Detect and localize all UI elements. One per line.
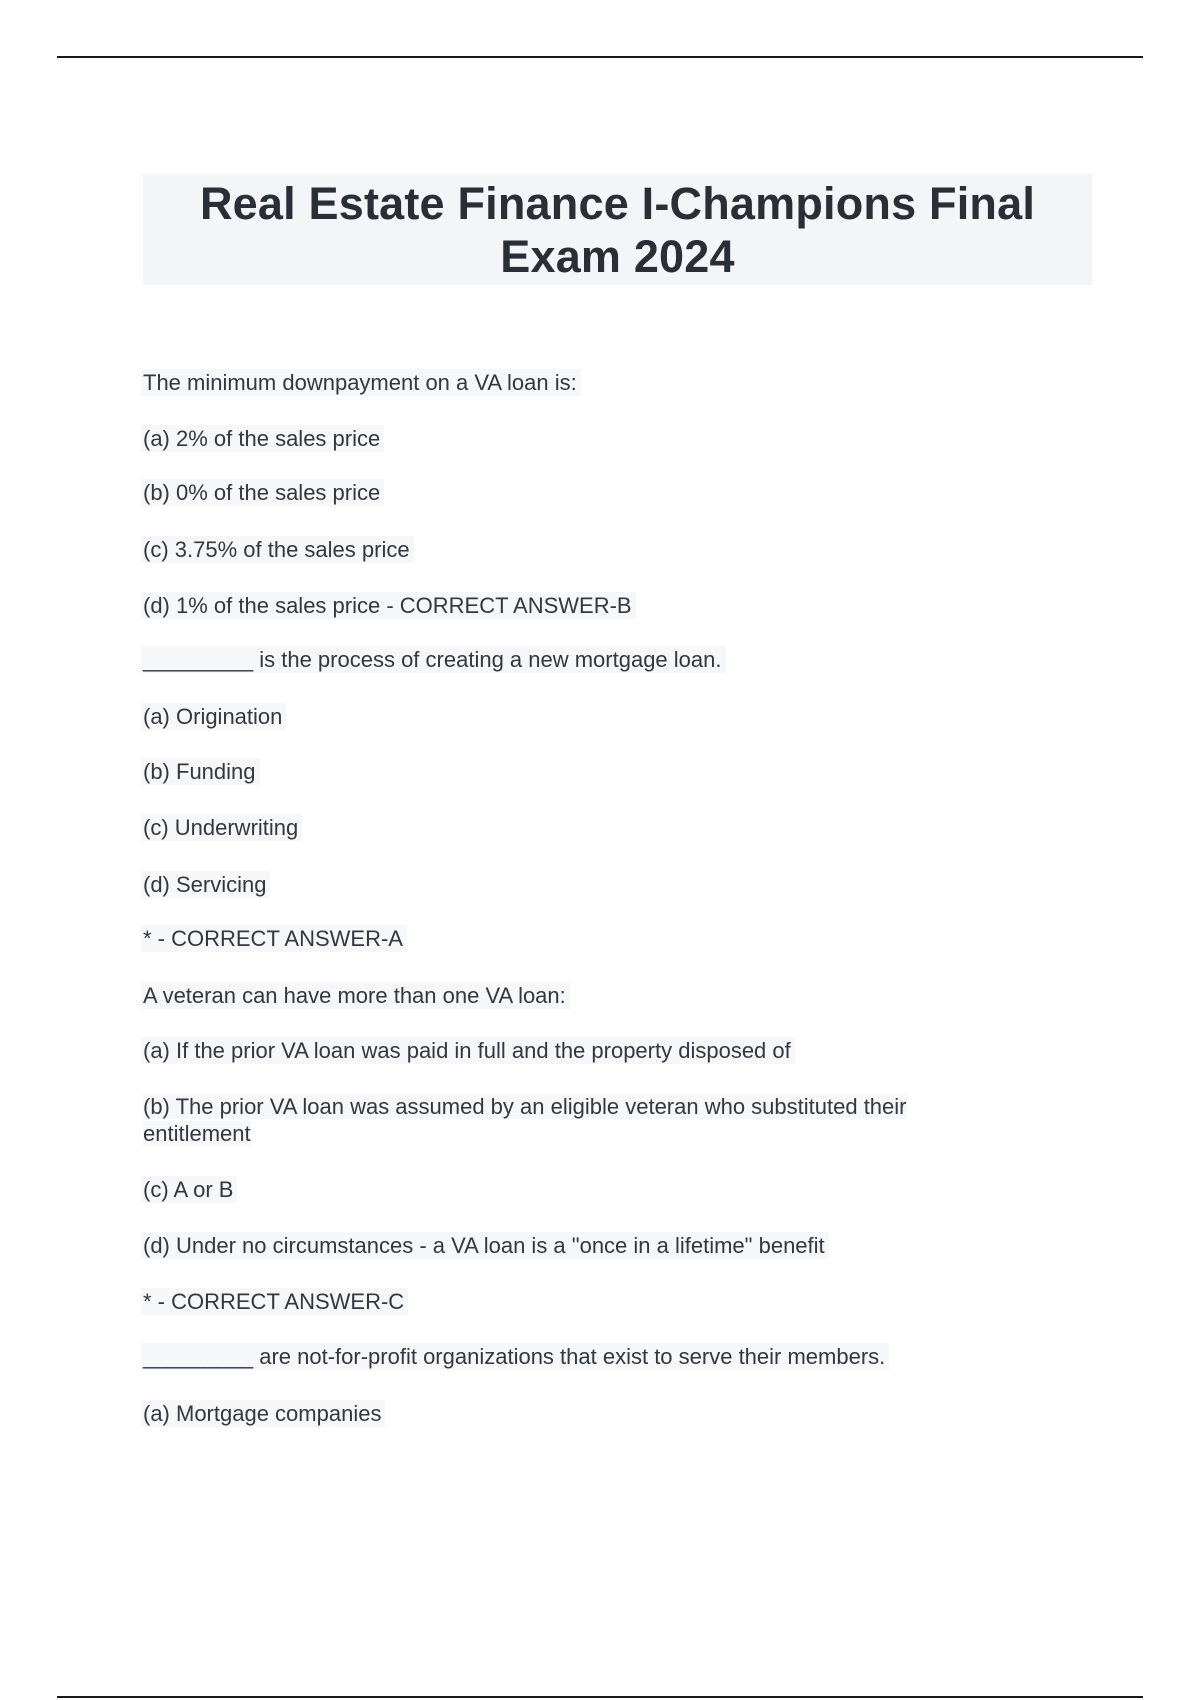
question-2-answer: * - CORRECT ANSWER-A [141, 925, 407, 952]
question-4-option-a: (a) Mortgage companies [141, 1400, 385, 1427]
question-2-option-c: (c) Underwriting [141, 814, 302, 841]
question-3-text: A veteran can have more than one VA loan: [141, 982, 570, 1009]
question-3-option-a: (a) If the prior VA loan was paid in full and the property disposed of [141, 1037, 795, 1064]
document-title: Real Estate Finance I-Champions Final Exam 2024 [199, 177, 1036, 282]
top-divider [57, 56, 1143, 58]
question-3-option-b [141, 1093, 997, 1147]
question-4-text: _________ are not-for-profit organizations that exist to serve their members. [141, 1343, 889, 1370]
question-2-text: _________ is the process of creating a new mortgage loan. [141, 646, 726, 673]
question-1-option-c: (c) 3.75% of the sales price [141, 536, 414, 563]
question-1-text: The minimum downpayment on a VA loan is: [141, 369, 581, 396]
bottom-divider [57, 1696, 1143, 1698]
question-1-option-d-answer: (d) 1% of the sales price - CORRECT ANSWER-B [141, 592, 636, 619]
question-2-option-d: (d) Servicing [141, 871, 270, 898]
question-1-option-b: (b) 0% of the sales price [141, 479, 384, 506]
question-2-option-b: (b) Funding [141, 758, 260, 785]
question-3-answer: * - CORRECT ANSWER-C [141, 1288, 408, 1315]
question-3-option-b-text: (b) The prior VA loan was assumed by an eligible veteran who substituted their entitlement [143, 1094, 907, 1146]
question-3-option-c: (c) A or B [141, 1176, 237, 1203]
title-banner [143, 174, 1092, 285]
question-1-option-a: (a) 2% of the sales price [141, 425, 384, 452]
question-2-option-a: (a) Origination [141, 703, 286, 730]
question-3-option-d: (d) Under no circumstances - a VA loan is a "once in a lifetime" benefit [141, 1232, 829, 1259]
